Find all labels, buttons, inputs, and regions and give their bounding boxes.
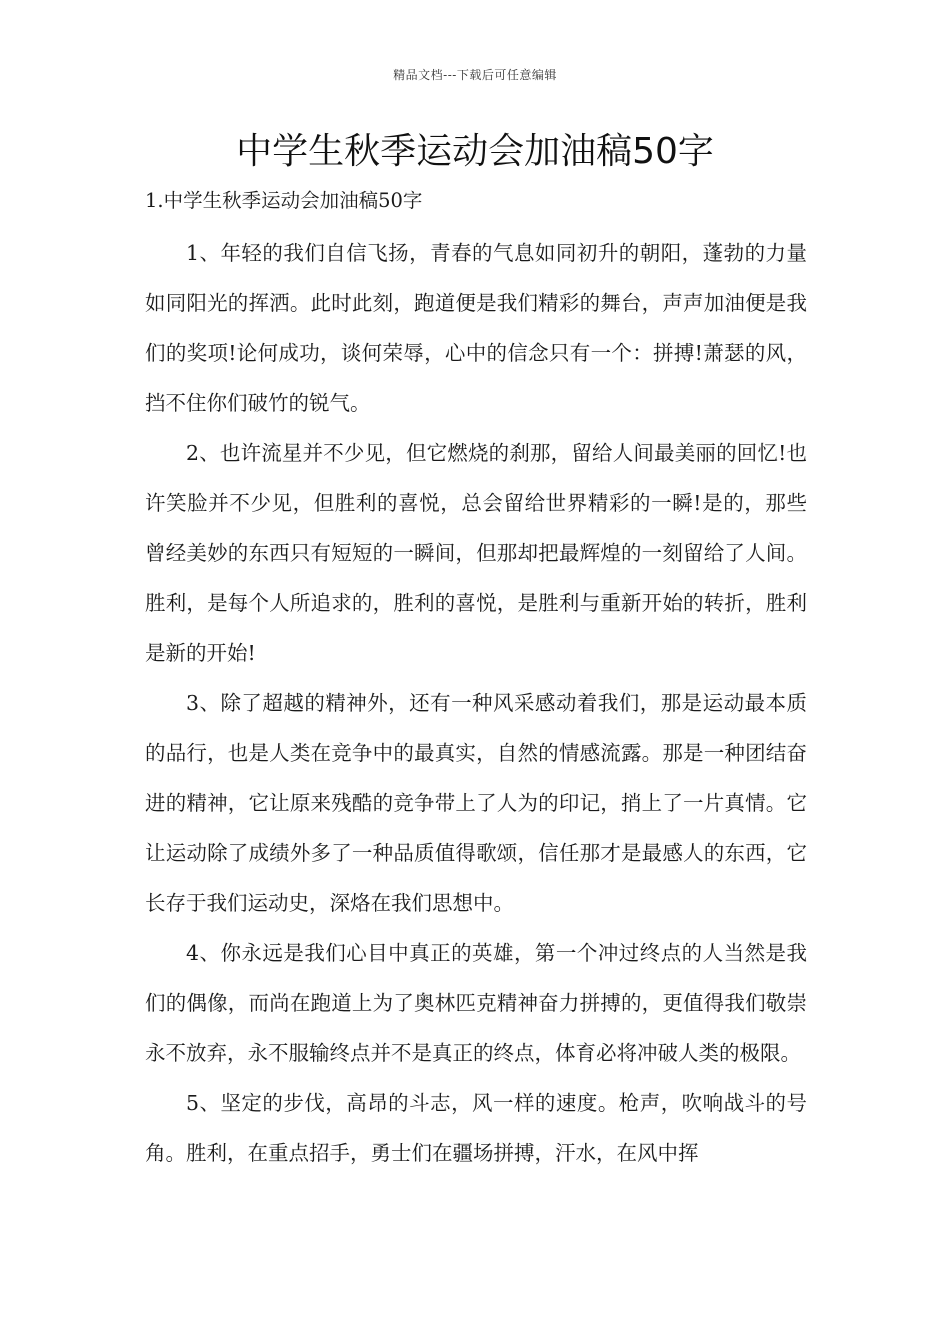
paragraph-4: 4、你永远是我们心目中真正的英雄，第一个冲过终点的人当然是我们的偶像，而尚在跑道上为了奥林匹克精神奋力拼搏的，更值得我们敬崇永不放弃，永不服输终点并不是真正的终点，体育必将冲破人类的极限。 [145,941,807,1065]
paragraph-5: 5、坚定的步伐，高昂的斗志，风一样的速度。枪声，吹响战斗的号角。胜利，在重点招手，勇士们在疆场拼搏，汗水，在风中挥 [145,1091,807,1165]
document-title: 中学生秋季运动会加油稿50字 [236,131,714,172]
paragraph-2: 2、也许流星并不少见，但它燃烧的刹那，留给人间最美丽的回忆!也许笑脸并不少见，但胜利的喜悦，总会留给世界精彩的一瞬!是的，那些曾经美妙的东西只有短短的一瞬间，但那却把最辉煌的一刻留给了人间。胜利，是每个人所追求的，胜利的喜悦，是胜利与重新开始的转折，胜利是新的开始! [145,441,807,665]
paragraph-1: 1、年轻的我们自信飞扬，青春的气息如同初升的朝阳，蓬勃的力量如同阳光的挥洒。此时此刻，跑道便是我们精彩的舞台，声声加油便是我们的奖项!论何成功，谈何荣辱，心中的信念只有一个：拼搏!萧瑟的风，挡不住你们破竹的锐气。 [145,241,807,415]
header-note: 精品文档---下载后可任意编辑 [393,68,557,82]
section-heading: 1.中学生秋季运动会加油稿50字 [145,189,423,212]
paragraph-3: 3、除了超越的精神外，还有一种风采感动着我们，那是运动最本质的品行，也是人类在竞争中的最真实，自然的情感流露。那是一种团结奋进的精神，它让原来残酷的竞争带上了人为的印记，捎上了一片真情。它让运动除了成绩外多了一种品质值得歌颂，信任那才是最感人的东西，它长存于我们运动史，深烙在我们思想中。 [145,691,807,915]
document-body [145,228,807,1178]
